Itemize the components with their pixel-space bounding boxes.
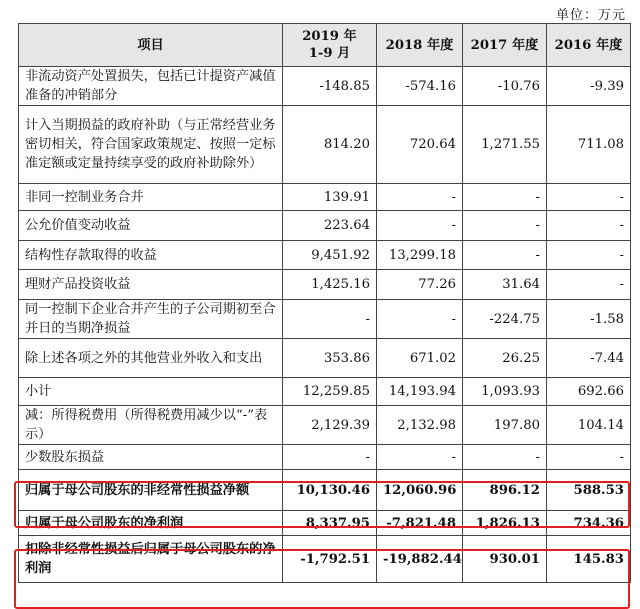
row-value: -	[377, 300, 463, 339]
row-value: 223.64	[283, 211, 377, 241]
row-value: 2,132.98	[377, 406, 463, 445]
row-value: 353.86	[283, 339, 377, 378]
row-value: -	[463, 184, 547, 211]
row-value: -7.44	[547, 339, 631, 378]
table-row	[19, 67, 631, 106]
row-label: 归属于母公司股东的非经常性损益净额	[19, 470, 283, 511]
row-value: 12,060.96	[377, 470, 463, 511]
row-value: 10,130.46	[283, 470, 377, 511]
row-value: 197.80	[463, 406, 547, 445]
row-value: 896.12	[463, 470, 547, 511]
row-value: -	[463, 445, 547, 470]
row-label: 理财产品投资收益	[19, 270, 283, 300]
non-recurring-gains-table	[18, 23, 631, 583]
unit-label: 单位：万元	[555, 8, 626, 23]
row-value: 139.91	[283, 184, 377, 211]
row-value: 930.01	[463, 536, 547, 583]
row-value: 14,193.94	[377, 378, 463, 406]
row-value: -7,821.48	[377, 511, 463, 536]
row-label: 非同一控制业务合并	[19, 184, 283, 211]
row-label: 归属于母公司股东的净利润	[19, 511, 283, 536]
table-row	[19, 241, 631, 270]
row-value: 145.83	[547, 536, 631, 583]
header-2019-jan-sep: 2019 年 1-9 月	[283, 24, 377, 67]
row-value: 8,337.95	[283, 511, 377, 536]
row-value: 12,259.85	[283, 378, 377, 406]
row-value: 734.36	[547, 511, 631, 536]
header-2018: 2018 年度	[377, 24, 463, 67]
row-value: -9.39	[547, 67, 631, 106]
row-value: 1,826.13	[463, 511, 547, 536]
row-value: -	[463, 241, 547, 270]
row-value: 588.53	[547, 470, 631, 511]
row-label: 除上述各项之外的其他营业外收入和支出	[19, 339, 283, 378]
row-value: -19,882.44	[377, 536, 463, 583]
row-value: -1.58	[547, 300, 631, 339]
table-row	[19, 184, 631, 211]
row-value: 814.20	[283, 106, 377, 184]
row-value: 1,093.93	[463, 378, 547, 406]
row-value: -	[377, 211, 463, 241]
header-item: 项目	[19, 24, 283, 67]
row-value: 1,271.55	[463, 106, 547, 184]
table-row	[19, 300, 631, 339]
row-label: 小计	[19, 378, 283, 406]
row-value: -	[463, 211, 547, 241]
row-value: -10.76	[463, 67, 547, 106]
row-value: 1,425.16	[283, 270, 377, 300]
row-label: 非流动资产处置损失，包括已计提资产减值准备的冲销部分	[19, 67, 283, 106]
row-value: -224.75	[463, 300, 547, 339]
table-row	[19, 511, 631, 536]
row-value: -	[547, 184, 631, 211]
table-row	[19, 378, 631, 406]
row-label: 同一控制下企业合并产生的子公司期初至合并日的当期净损益	[19, 300, 283, 339]
row-value: -	[547, 445, 631, 470]
row-value: 9,451.92	[283, 241, 377, 270]
row-value: -	[547, 241, 631, 270]
row-value: 2,129.39	[283, 406, 377, 445]
row-label: 减：所得税费用（所得税费用减少以“-”表示）	[19, 406, 283, 445]
table-row	[19, 445, 631, 470]
row-value: 692.66	[547, 378, 631, 406]
row-label: 公允价值变动收益	[19, 211, 283, 241]
row-value: 671.02	[377, 339, 463, 378]
table-row	[19, 211, 631, 241]
row-value: -	[283, 300, 377, 339]
row-value: -574.16	[377, 67, 463, 106]
header-2016: 2016 年度	[547, 24, 631, 67]
row-value: 13,299.18	[377, 241, 463, 270]
row-value: -	[547, 270, 631, 300]
table-row	[19, 536, 631, 583]
table-row	[19, 406, 631, 445]
table-row	[19, 106, 631, 184]
row-value: 31.64	[463, 270, 547, 300]
row-label: 扣除非经常性损益后归属于母公司股东的净利润	[19, 536, 283, 583]
table-row	[19, 470, 631, 511]
row-label: 少数股东损益	[19, 445, 283, 470]
row-value: 26.25	[463, 339, 547, 378]
row-value: -148.85	[283, 67, 377, 106]
row-value: -	[377, 445, 463, 470]
row-value: 720.64	[377, 106, 463, 184]
row-value: -	[283, 445, 377, 470]
header-2017: 2017 年度	[463, 24, 547, 67]
row-value: 77.26	[377, 270, 463, 300]
row-label: 结构性存款取得的收益	[19, 241, 283, 270]
row-value: 711.08	[547, 106, 631, 184]
table-row	[19, 339, 631, 378]
row-value: -	[547, 211, 631, 241]
table-row	[19, 270, 631, 300]
table-header-row	[19, 24, 631, 67]
row-value: -	[377, 184, 463, 211]
row-label: 计入当期损益的政府补助（与正常经营业务密切相关，符合国家政策规定、按照一定标准定额或定量持续享受的政府补助除外）	[19, 106, 283, 184]
row-value: -1,792.51	[283, 536, 377, 583]
row-value: 104.14	[547, 406, 631, 445]
